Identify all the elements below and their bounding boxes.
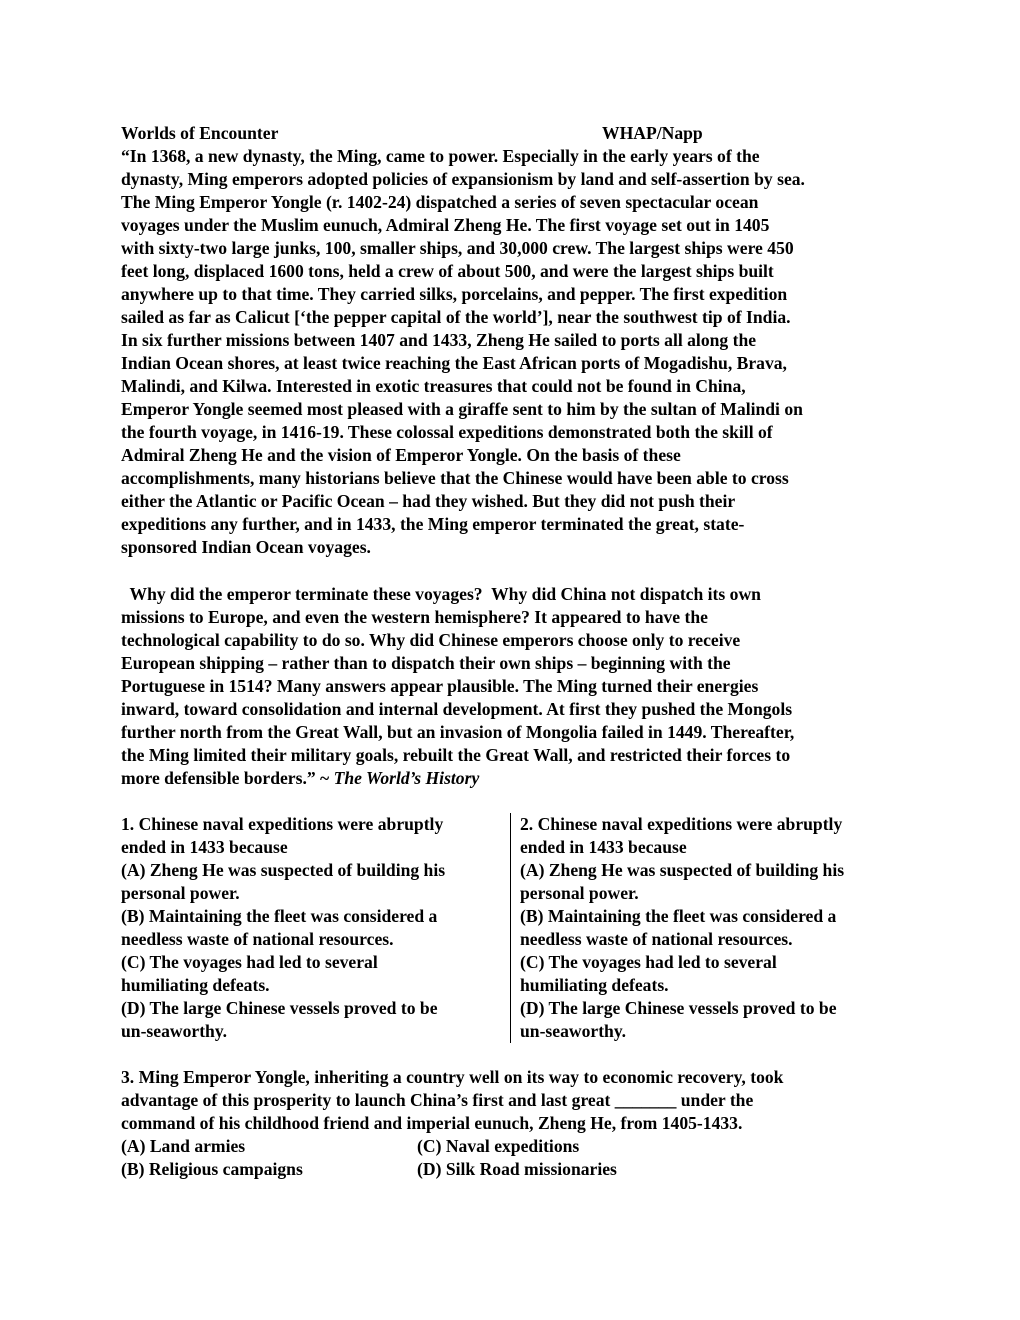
question-1-line: needless waste of national resources.	[121, 929, 394, 949]
passage-line: feet long, displaced 1600 tons, held a crew of about 500, and were the largest ships built	[121, 261, 774, 281]
passage-line: Indian Ocean shores, at least twice reaching the East African ports of Mogadishu, Brava,	[121, 353, 787, 373]
passage-line: sponsored Indian Ocean voyages.	[121, 537, 371, 557]
citation-source: The World’s History	[333, 768, 480, 788]
question-3-options-row-1	[121, 1135, 911, 1158]
passage-line: anywhere up to that time. They carried silks, porcelains, and pepper. The first expedition	[121, 284, 788, 304]
question-1-line: 1. Chinese naval expeditions were abruptly	[121, 814, 444, 834]
question-1-line: (D) The large Chinese vessels proved to be	[121, 998, 438, 1018]
question-2-line: personal power.	[520, 883, 639, 903]
passage-paragraph-2	[121, 583, 911, 790]
question-2	[520, 813, 900, 1043]
passage-line: Malindi, and Kilwa. Interested in exotic treasures that could not be found in China,	[121, 376, 746, 396]
question-columns	[121, 813, 911, 1043]
passage-line: further north from the Great Wall, but an invasion of Mongolia failed in 1449. Thereafter,	[121, 722, 795, 742]
passage-line: accomplishments, many historians believe that the Chinese would have been able to cross	[121, 468, 789, 488]
question-2-line: (B) Maintaining the fleet was considered a	[520, 906, 837, 926]
passage-line: Why did the emperor terminate these voyages? Why did China not dispatch its own	[121, 584, 761, 604]
passage-line: “In 1368, a new dynasty, the Ming, came to power. Especially in the early years of the	[121, 146, 760, 166]
passage-line: dynasty, Ming emperors adopted policies of expansionism by land and self-assertion by sea.	[121, 169, 805, 189]
passage-line: European shipping – rather than to dispatch their own ships – beginning with the	[121, 653, 731, 673]
passage-line: Portuguese in 1514? Many answers appear plausible. The Ming turned their energies	[121, 676, 759, 696]
question-2-line: needless waste of national resources.	[520, 929, 793, 949]
passage-line: technological capability to do so. Why did Chinese emperors choose only to receive	[121, 630, 741, 650]
question-1-line: (C) The voyages had led to several	[121, 952, 378, 972]
question-1-line: un-seaworthy.	[121, 1021, 228, 1041]
question-1-line: personal power.	[121, 883, 240, 903]
question-2-line: (A) Zheng He was suspected of building his	[520, 860, 845, 880]
passage-line: missions to Europe, and even the western hemisphere? It appeared to have the	[121, 607, 708, 627]
passage-line: inward, toward consolidation and internal development. At first they pushed the Mongols	[121, 699, 793, 719]
question-2-line: un-seaworthy.	[520, 1021, 627, 1041]
question-1	[121, 813, 501, 1043]
option-a: (A) Land armies	[121, 1136, 246, 1156]
passage-line: with sixty-two large junks, 100, smaller ships, and 30,000 crew. The largest ships were 450	[121, 238, 794, 258]
passage-last-line	[121, 767, 911, 790]
question-3	[121, 1066, 911, 1181]
passage-line: voyages under the Muslim eunuch, Admiral Zheng He. The first voyage set out in 1405	[121, 215, 770, 235]
question-2-line: (D) The large Chinese vessels proved to be	[520, 998, 837, 1018]
header-course: WHAP/Napp	[602, 123, 703, 143]
question-1-line: ended in 1433 because	[121, 837, 288, 857]
passage-line: Admiral Zheng He and the vision of Emperor Yongle. On the basis of these	[121, 445, 681, 465]
passage-line: Emperor Yongle seemed most pleased with a giraffe sent to him by the sultan of Malindi on	[121, 399, 803, 419]
page-header	[121, 122, 911, 145]
question-2-line: (C) The voyages had led to several	[520, 952, 777, 972]
passage-line: The Ming Emperor Yongle (r. 1402-24) dispatched a series of seven spectacular ocean	[121, 192, 759, 212]
passage-line: either the Atlantic or Pacific Ocean – had they wished. But they did not push their	[121, 491, 736, 511]
passage-line: expeditions any further, and in 1433, the Ming emperor terminated the great, state-	[121, 514, 745, 534]
passage-line: the Ming limited their military goals, rebuilt the Great Wall, and restricted their forces to	[121, 745, 791, 765]
question-2-line: ended in 1433 because	[520, 837, 687, 857]
option-c: (C) Naval expeditions	[417, 1136, 580, 1156]
passage-line: In six further missions between 1407 and 1433, Zheng He sailed to ports all along the	[121, 330, 757, 350]
passage-last-text: more defensible borders.” ~	[121, 768, 334, 788]
column-divider	[510, 813, 511, 1043]
passage-line: sailed as far as Calicut [‘the pepper capital of the world’], near the southwest tip of India.	[121, 307, 791, 327]
question-3-stem-line: advantage of this prosperity to launch China’s first and last great _______ under the	[121, 1090, 754, 1110]
question-2-line: humiliating defeats.	[520, 975, 669, 995]
option-b: (B) Religious campaigns	[121, 1159, 303, 1179]
question-1-line: (A) Zheng He was suspected of building his	[121, 860, 446, 880]
question-1-line: humiliating defeats.	[121, 975, 270, 995]
header-title: Worlds of Encounter	[121, 123, 279, 143]
question-3-options-row-2	[121, 1158, 911, 1181]
question-3-stem-line: 3. Ming Emperor Yongle, inheriting a country well on its way to economic recovery, took	[121, 1067, 784, 1087]
passage-paragraph-1	[121, 145, 911, 559]
passage-line: the fourth voyage, in 1416-19. These colossal expeditions demonstrated both the skill of	[121, 422, 773, 442]
option-d: (D) Silk Road missionaries	[417, 1159, 617, 1179]
question-1-line: (B) Maintaining the fleet was considered a	[121, 906, 438, 926]
question-2-line: 2. Chinese naval expeditions were abruptly	[520, 814, 843, 834]
question-3-stem-line: command of his childhood friend and imperial eunuch, Zheng He, from 1405-1433.	[121, 1113, 743, 1133]
